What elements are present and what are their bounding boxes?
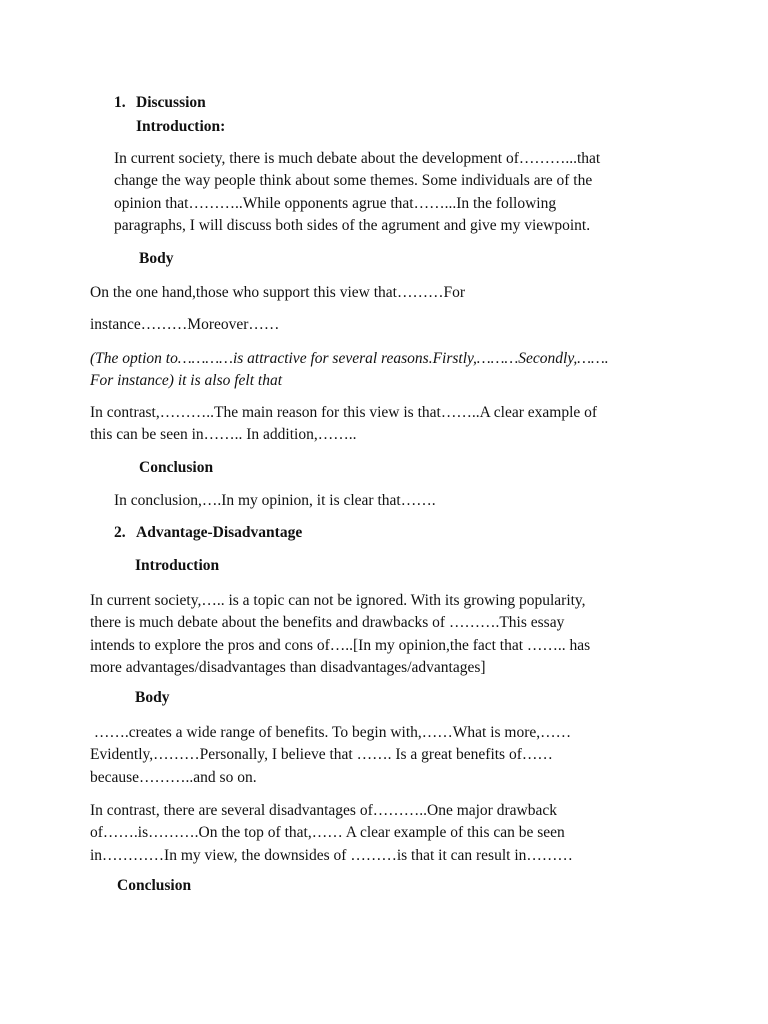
section-2-title: Advantage-Disadvantage bbox=[136, 524, 303, 541]
section-1-body-heading: Body bbox=[139, 250, 174, 267]
paragraph-line: there is much debate about the benefits and drawbacks of ……….This essay bbox=[90, 614, 565, 632]
paragraph-line: in…………In my view, the downsides of ………is that it can result in……… bbox=[90, 846, 573, 864]
section-2-contrast-paragraph bbox=[90, 800, 573, 867]
section-1-intro-paragraph bbox=[114, 148, 600, 238]
paragraph-line: Evidently,………Personally, I believe that ……. Is a great benefits of…… bbox=[90, 746, 553, 764]
section-2-heading bbox=[114, 524, 302, 542]
paragraph-line: more advantages/disadvantages than disadvantages/advantages] bbox=[90, 659, 486, 677]
paragraph-line: In contrast, there are several disadvantages of………..One major drawback bbox=[90, 802, 557, 819]
paragraph-line: because………..and so on. bbox=[90, 768, 257, 786]
section-1-body-line: instance………Moreover…… bbox=[90, 316, 280, 333]
section-2-number: 2. bbox=[114, 524, 126, 541]
paragraph-line: In current society,….. is a topic can not be ignored. With its growing popularity, bbox=[90, 592, 586, 609]
paragraph-line: In current society, there is much debate about the development of………...that bbox=[114, 150, 601, 167]
section-2-conclusion-heading: Conclusion bbox=[117, 877, 192, 894]
section-1-body-line: On the one hand,those who support this view that………For bbox=[90, 284, 465, 301]
section-1-contrast-paragraph bbox=[90, 402, 597, 447]
paragraph-line: this can be seen in…….. In addition,…….. bbox=[90, 426, 357, 444]
section-1-conclusion-heading: Conclusion bbox=[139, 459, 214, 476]
paragraph-line: (The option to…………is attractive for several reasons.Firstly,………Secondly,……. bbox=[90, 350, 609, 367]
section-2-benefits-paragraph bbox=[90, 722, 571, 789]
paragraph-line: …….creates a wide range of benefits. To begin with,……What is more,…… bbox=[90, 724, 572, 741]
paragraph-line: For instance) it is also felt that bbox=[90, 372, 283, 390]
section-1-number: 1. bbox=[114, 94, 126, 111]
section-2-intro-paragraph bbox=[90, 590, 590, 680]
paragraph-line: of…….is……….On the top of that,…… A clear example of this can be seen bbox=[90, 824, 565, 842]
section-2-body-heading: Body bbox=[135, 689, 170, 706]
paragraph-line: change the way people think about some themes. Some individuals are of the bbox=[114, 172, 593, 190]
paragraph-line: paragraphs, I will discuss both sides of the agrument and give my viewpoint. bbox=[114, 217, 591, 235]
section-1-conclusion-text: In conclusion,….In my opinion, it is clear that……. bbox=[114, 492, 436, 509]
section-1-title: Discussion bbox=[136, 94, 206, 111]
paragraph-line: In contrast,………..The main reason for this view is that……..A clear example of bbox=[90, 404, 598, 421]
paragraph-line: opinion that………..While opponents agrue that……...In the following bbox=[114, 194, 557, 212]
section-2-intro-heading: Introduction bbox=[135, 557, 220, 574]
section-1-heading bbox=[114, 94, 206, 112]
section-1-italic-paragraph bbox=[90, 348, 609, 393]
section-1-intro-heading: Introduction: bbox=[136, 118, 226, 135]
paragraph-line: intends to explore the pros and cons of…..[In my opinion,the fact that …….. has bbox=[90, 636, 591, 654]
